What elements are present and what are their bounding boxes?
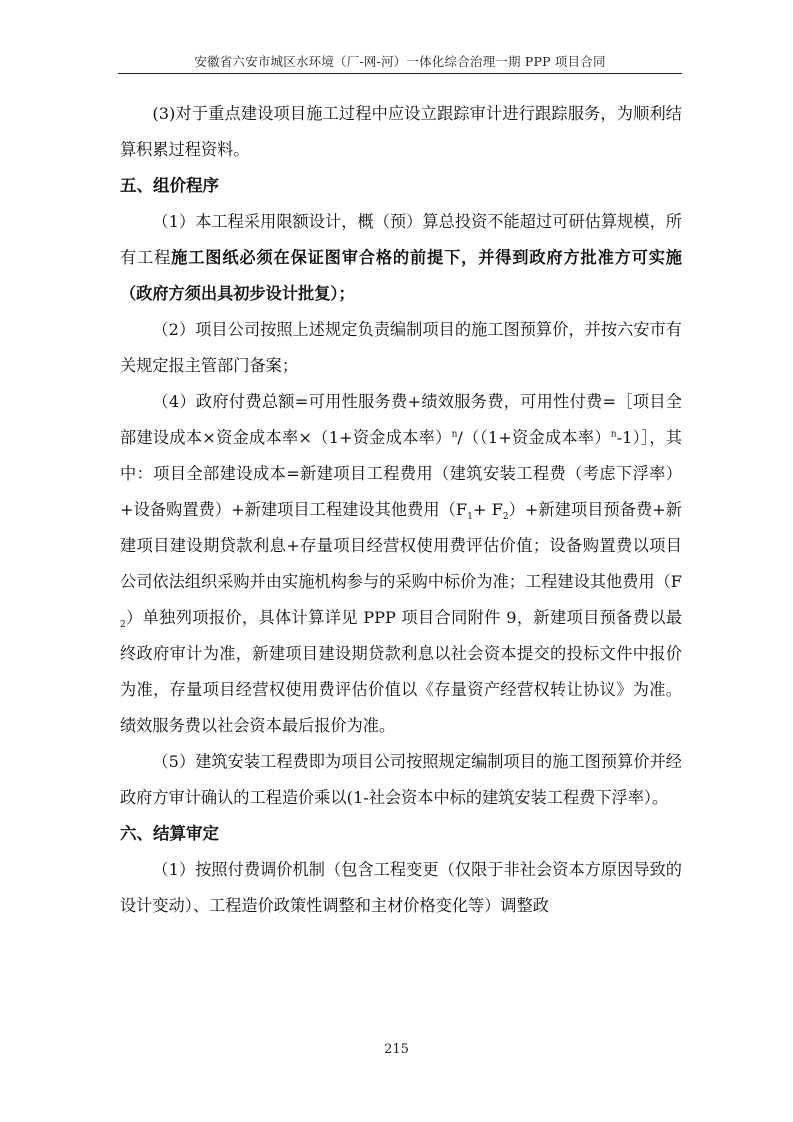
formula-text-d: + F: [472, 500, 503, 519]
paragraph-quota-design-emphasis: 施工图纸必须在保证图审合格的前提下，并得到政府方批准方可实施（政府方须出具初步设计批复）；: [120, 248, 682, 303]
exponent-n-1: n: [451, 429, 458, 440]
section-heading-settlement: 六、结算审定: [120, 824, 219, 843]
header-divider: [118, 73, 682, 74]
paragraph-payment-formula: [120, 384, 682, 744]
page-number: 215: [384, 1042, 409, 1057]
formula-text-f: ）单独列项报价，具体计算详见 PPP 项目合同附件 9，新建项目预备费以最终政府审计为准，新建项目建设期贷款利息以社会资本提交的投标文件中报价为准，存量项目经营权使用费评估价值以《存量资产经营权转让协议》为准。绩效服务费以社会资本最后报价为准。: [120, 608, 682, 735]
section-heading-pricing-procedure: 五、组价程序: [120, 176, 219, 195]
formula-text-c: -1）］，其中：项目全部建设成本=新建项目工程费用（建筑安装工程费（考虑下浮率）+设备购置费）+新建项目工程建设其他费用（F: [120, 428, 682, 519]
formula-text-e: ）+新建项目预备费+新建项目建设期贷款利息+存量项目经营权使用费评估价值；设备购置费以项目公司依法组织采购并由实施机构参与的采购中标价为准；工程建设其他费用（F: [120, 500, 682, 591]
document-body: [120, 96, 682, 924]
paragraph-budget-filing: （2）项目公司按照上述规定负责编制项目的施工图预算价，并按六安市有关规定报主管部门备案；: [120, 320, 682, 375]
paragraph-price-adjustment: （1）按照付费调价机制（包含工程变更（仅限于非社会资本方原因导致的设计变动）、工程造价政策性调整和主材价格变化等）调整政: [120, 860, 682, 915]
formula-text-a: （4）政府付费总额=可用性服务费+绩效服务费，可用性付费=［项目全部建设成本×资金成本率×（1+资金成本率）: [120, 392, 682, 447]
running-header: 安徽省六安市城区水环境（厂-网-河）一体化综合治理一期 PPP 项目合同: [194, 54, 606, 69]
exponent-n-2: n: [610, 429, 617, 440]
subscript-3: 2: [120, 620, 126, 631]
paragraph-construction-cost: （5）建筑安装工程费即为项目公司按照规定编制项目的施工图预算价并经政府方审计确认的工程造价乘以(1-社会资本中标的建筑安装工程费下浮率）。: [120, 752, 682, 807]
paragraph-quota-design: [120, 204, 682, 312]
subscript-1: 1: [467, 512, 473, 523]
formula-text-b: /（（1+资金成本率）: [457, 428, 611, 447]
paragraph-tracking-audit: (3)对于重点建设项目施工过程中应设立跟踪审计进行跟踪服务，为顺利结算积累过程资料。: [120, 104, 682, 159]
subscript-2: 2: [502, 512, 509, 523]
paragraph-quota-design-text: （1）本工程采用限额设计，概（预）算总投资不能超过可研估算规模，所有工程: [120, 212, 682, 267]
